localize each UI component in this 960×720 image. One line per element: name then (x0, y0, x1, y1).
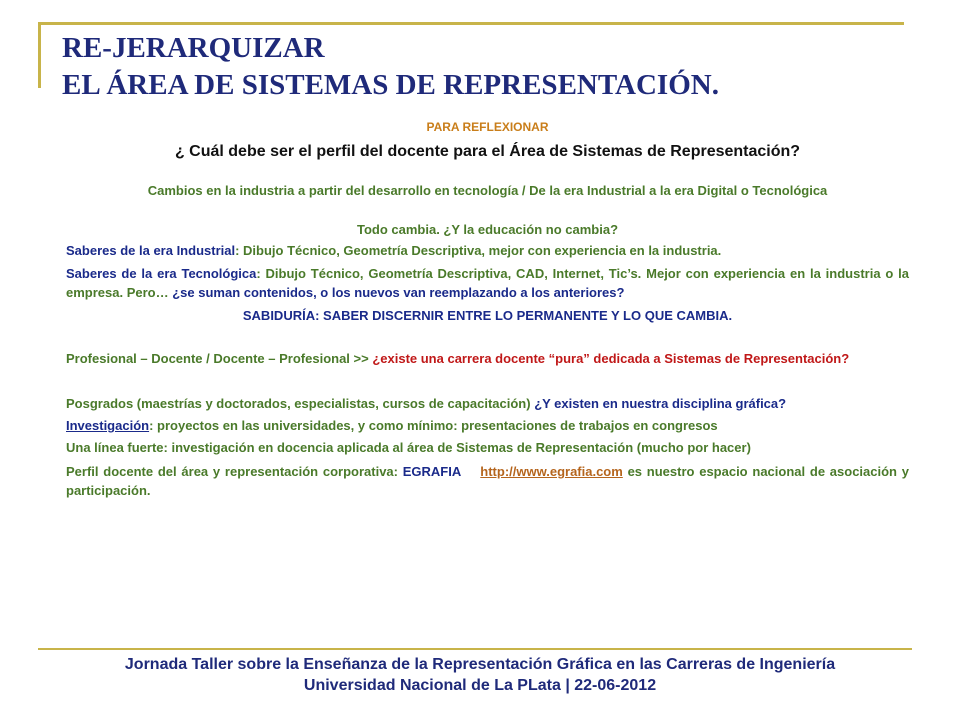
paragraph-investigacion (66, 418, 909, 433)
perfil-rest: es nuestro espacio nacional de asociación y participación. (66, 464, 909, 498)
paragraph-profesional (66, 349, 909, 368)
slide-title (62, 30, 719, 104)
section-label: PARA REFLEXIONAR (426, 120, 549, 134)
profesional-text: Profesional – Docente / Docente – Profesional >> (66, 351, 373, 366)
era-industrial-label: Saberes de la era Industrial (66, 243, 236, 258)
left-accent-bar (38, 22, 41, 88)
era-tecnologica-question: ¿se suman contenidos, o los nuevos van reemplazando a los anteriores? (172, 285, 625, 300)
perfil-text: Perfil docente del área y representación corporativa: (66, 464, 403, 479)
slide-body (66, 120, 909, 500)
era-tecnologica-label: Saberes de la era Tecnológica (66, 266, 257, 281)
paragraph-linea-fuerte: Una línea fuerte: investigación en docencia aplicada al área de Sistemas de Representación (mucho por hacer) (66, 440, 751, 455)
top-divider (38, 22, 904, 25)
posgrados-question: ¿Y existen en nuestra disciplina gráfica? (534, 396, 787, 411)
paragraph-todo-cambia: Todo cambia. ¿Y la educación no cambia? (356, 222, 619, 237)
main-question: ¿ Cuál debe ser el perfil del docente para el Área de Sistemas de Representación? (174, 143, 801, 160)
title-line-2: EL ÁREA DE SISTEMAS DE REPRESENTACIÓN. (62, 69, 719, 101)
profesional-question: ¿existe una carrera docente “pura” dedicada a Sistemas de Representación? (372, 351, 850, 366)
bottom-divider (38, 648, 912, 650)
egrafia-link[interactable]: http://www.egrafia.com (480, 464, 623, 479)
investigacion-text: : proyectos en las universidades, y como mínimo: presentaciones de trabajos en congresos (149, 418, 718, 433)
footer-line-2: Universidad Nacional de La PLata | 22-06-2012 (303, 677, 657, 694)
era-industrial-text: : Dibujo Técnico, Geometría Descriptiva, mejor con experiencia en la industria. (235, 243, 722, 258)
paragraph-era-tecnologica (66, 264, 909, 302)
paragraph-posgrados (66, 394, 909, 413)
paragraph-era-industrial (66, 243, 909, 258)
paragraph-perfil (66, 462, 909, 500)
posgrados-text: Posgrados (maestrías y doctorados, especialistas, cursos de capacitación) (66, 396, 535, 411)
footer (38, 654, 922, 696)
egrafia-label: EGRAFIA (402, 464, 462, 479)
era-tecnologica-text: : Dibujo Técnico, Geometría Descriptiva, CAD, Internet, Tic’s. Mejor con experiencia en la industria o la empresa. Pero… (66, 266, 910, 300)
paragraph-sabiduria: SABIDURÍA: SABER DISCERNIR ENTRE LO PERMANENTE Y LO QUE CAMBIA. (242, 308, 733, 323)
footer-line-1: Jornada Taller sobre la Enseñanza de la Representación Gráfica en las Carreras de Ingeniería (124, 656, 836, 673)
title-line-1: RE-JERARQUIZAR (62, 32, 325, 64)
paragraph-cambios: Cambios en la industria a partir del desarrollo en tecnología / De la era Industrial a la era Digital o Tecnológica (147, 183, 828, 198)
investigacion-label: Investigación (66, 418, 150, 433)
